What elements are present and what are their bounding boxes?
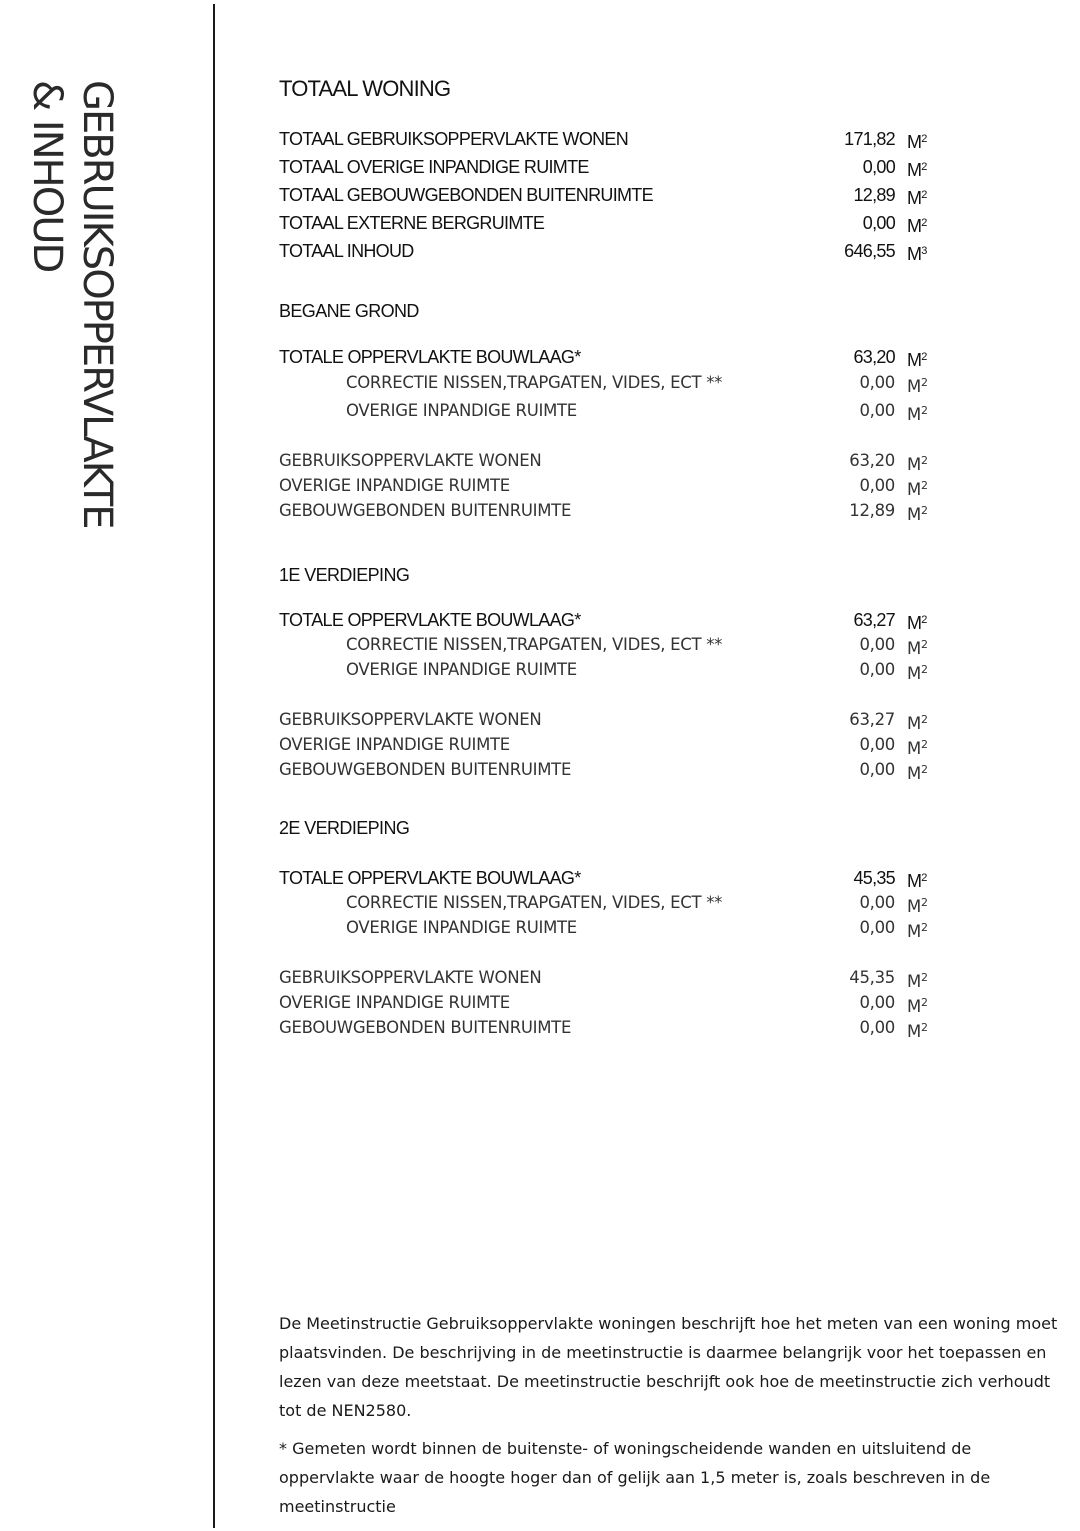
floor-heading: 2E VERDIEPING [279, 818, 410, 838]
row-unit [907, 474, 928, 502]
row-value: 0,00 [859, 893, 895, 912]
row-unit [907, 183, 927, 210]
table-row [279, 916, 979, 940]
unit-exponent: 2 [921, 217, 927, 229]
unit-exponent: 2 [921, 133, 927, 145]
unit-exponent: 2 [920, 971, 928, 984]
table-row [279, 474, 979, 498]
totaal-heading: TOTAAL WONING [279, 76, 451, 101]
row-label: TOTAAL GEBRUIKSOPPERVLAKTE WONEN [279, 129, 629, 149]
row-value: 0,00 [859, 476, 895, 495]
table-row [279, 499, 979, 523]
unit-exponent: 2 [920, 1021, 928, 1034]
row-value: 0,00 [859, 993, 895, 1012]
row-unit [907, 399, 928, 427]
row-value: 0,00 [859, 1018, 895, 1037]
note-paragraph-1: De Meetinstructie Gebruiksoppervlakte woningen beschrijft hoe het meten van een woning moet plaatsvinden. De beschrijving in de meetinstructie is daarmee belangrijk voor het toepassen en lezen van deze meetstaat. De meetinstructie beschrijft ook hoe de meetinstructie zich verhoudt tot de NEN2580. [279, 1314, 1058, 1420]
table-row [279, 991, 979, 1015]
unit-exponent: 2 [921, 614, 927, 626]
table-row [279, 733, 979, 757]
unit-base: M [907, 244, 922, 264]
row-unit [907, 345, 927, 372]
row-unit [907, 127, 927, 154]
row-label: OVERIGE INPANDIGE RUIMTE [346, 660, 577, 679]
table-row [279, 211, 979, 235]
unit-base: M [907, 132, 922, 152]
unit-exponent: 2 [920, 376, 928, 389]
side-title-line2: & INHOUD [24, 80, 70, 272]
row-value: 45,35 [853, 868, 895, 888]
side-title [22, 80, 122, 528]
row-label: CORRECTIE NISSEN,TRAPGATEN, VIDES, ECT ** [346, 373, 723, 392]
row-label: CORRECTIE NISSEN,TRAPGATEN, VIDES, ECT ** [346, 893, 723, 912]
row-label: GEBOUWGEBONDEN BUITENRUIMTE [279, 1018, 572, 1037]
row-value: 0,00 [859, 735, 895, 754]
table-row [279, 891, 979, 915]
row-value: 0,00 [859, 660, 895, 679]
unit-exponent: 2 [921, 161, 927, 173]
row-unit [907, 866, 927, 893]
unit-base: M [907, 897, 921, 916]
unit-base: M [907, 764, 921, 783]
unit-exponent: 2 [920, 404, 928, 417]
row-value: 0,00 [859, 373, 895, 392]
row-label: TOTAAL GEBOUWGEBONDEN BUITENRUIMTE [279, 185, 653, 205]
row-value: 12,89 [849, 501, 895, 520]
unit-base: M [907, 188, 922, 208]
unit-exponent: 2 [921, 351, 927, 363]
unit-base: M [907, 922, 921, 941]
side-title-line1: GEBRUIKSOPPERVLAKTE [74, 80, 120, 528]
table-row [279, 966, 979, 990]
row-value: 0,00 [862, 213, 895, 233]
unit-base: M [907, 216, 922, 236]
unit-base: M [907, 871, 922, 891]
table-row [279, 758, 979, 782]
row-unit [907, 733, 928, 761]
row-value: 12,89 [853, 185, 895, 205]
row-label: TOTAAL OVERIGE INPANDIGE RUIMTE [279, 157, 589, 177]
table-row [279, 449, 979, 473]
table-row [279, 633, 979, 657]
row-value: 171,82 [844, 129, 895, 149]
table-row [279, 345, 979, 369]
unit-exponent: 2 [920, 763, 928, 776]
unit-exponent: 2 [920, 663, 928, 676]
row-value: 0,00 [859, 918, 895, 937]
row-value: 0,00 [859, 635, 895, 654]
row-label: GEBRUIKSOPPERVLAKTE WONEN [279, 451, 542, 470]
table-row [279, 239, 979, 263]
row-unit [907, 608, 927, 635]
unit-exponent: 3 [921, 245, 927, 257]
table-row [279, 371, 979, 395]
unit-base: M [907, 1022, 921, 1041]
row-label: OVERIGE INPANDIGE RUIMTE [279, 476, 510, 495]
row-unit [907, 991, 928, 1019]
unit-exponent: 2 [920, 454, 928, 467]
table-row [279, 608, 979, 632]
table-row [279, 183, 979, 207]
row-value: 646,55 [844, 241, 895, 261]
row-unit [907, 1016, 928, 1044]
unit-base: M [907, 377, 921, 396]
unit-base: M [907, 972, 921, 991]
row-label: OVERIGE INPANDIGE RUIMTE [279, 993, 510, 1012]
unit-exponent: 2 [920, 896, 928, 909]
row-label: TOTALE OPPERVLAKTE BOUWLAAG* [279, 610, 581, 630]
row-value: 0,00 [859, 401, 895, 420]
row-label: GEBRUIKSOPPERVLAKTE WONEN [279, 710, 542, 729]
unit-exponent: 2 [921, 189, 927, 201]
unit-base: M [907, 405, 921, 424]
floor-heading: BEGANE GROND [279, 301, 419, 321]
table-row [279, 127, 979, 151]
row-label: OVERIGE INPANDIGE RUIMTE [346, 918, 577, 937]
unit-base: M [907, 160, 922, 180]
unit-base: M [907, 997, 921, 1016]
row-label: GEBRUIKSOPPERVLAKTE WONEN [279, 968, 542, 987]
row-label: TOTAAL EXTERNE BERGRUIMTE [279, 213, 545, 233]
unit-exponent: 2 [920, 713, 928, 726]
unit-base: M [907, 455, 921, 474]
row-unit [907, 449, 928, 477]
table-row [279, 1016, 979, 1040]
row-unit [907, 966, 928, 994]
row-value: 0,00 [862, 157, 895, 177]
unit-exponent: 2 [921, 872, 927, 884]
unit-exponent: 2 [920, 638, 928, 651]
row-label: OVERIGE INPANDIGE RUIMTE [279, 735, 510, 754]
table-row [279, 658, 979, 682]
unit-base: M [907, 480, 921, 499]
table-row [279, 708, 979, 732]
row-value: 63,20 [853, 347, 895, 367]
row-unit [907, 371, 928, 399]
row-label: GEBOUWGEBONDEN BUITENRUIMTE [279, 501, 572, 520]
unit-base: M [907, 613, 922, 633]
row-value: 63,27 [849, 710, 895, 729]
vertical-divider [213, 4, 215, 1528]
row-value: 63,20 [849, 451, 895, 470]
unit-exponent: 2 [920, 504, 928, 517]
row-value: 63,27 [853, 610, 895, 630]
row-value: 0,00 [859, 760, 895, 779]
row-unit [907, 916, 928, 944]
table-row [279, 155, 979, 179]
note-paragraph-2: * Gemeten wordt binnen de buitenste- of woningscheidende wanden en uitsluitend de oppervlakte waar de hoogte hoger dan of gelijk aan 1,5 meter is, zoals beschreven in de meetinstructie [279, 1439, 991, 1516]
row-label: CORRECTIE NISSEN,TRAPGATEN, VIDES, ECT ** [346, 635, 723, 654]
unit-base: M [907, 639, 921, 658]
row-label: TOTAAL INHOUD [279, 241, 414, 261]
row-label: TOTALE OPPERVLAKTE BOUWLAAG* [279, 347, 581, 367]
row-unit [907, 499, 928, 527]
unit-base: M [907, 714, 921, 733]
table-row [279, 399, 979, 423]
row-unit [907, 658, 928, 686]
row-unit [907, 211, 927, 238]
unit-base: M [907, 664, 921, 683]
notes [279, 1309, 1059, 1530]
floor-heading: 1E VERDIEPING [279, 565, 410, 585]
row-label: TOTALE OPPERVLAKTE BOUWLAAG* [279, 868, 581, 888]
unit-exponent: 2 [920, 996, 928, 1009]
row-label: GEBOUWGEBONDEN BUITENRUIMTE [279, 760, 572, 779]
unit-base: M [907, 505, 921, 524]
row-unit [907, 891, 928, 919]
unit-exponent: 2 [920, 479, 928, 492]
row-unit [907, 758, 928, 786]
unit-base: M [907, 739, 921, 758]
table-row [279, 866, 979, 890]
row-value: 45,35 [849, 968, 895, 987]
row-unit [907, 633, 928, 661]
unit-exponent: 2 [920, 921, 928, 934]
row-unit [907, 708, 928, 736]
row-unit [907, 155, 927, 182]
unit-base: M [907, 350, 922, 370]
row-unit [907, 239, 927, 266]
row-label: OVERIGE INPANDIGE RUIMTE [346, 401, 577, 420]
unit-exponent: 2 [920, 738, 928, 751]
